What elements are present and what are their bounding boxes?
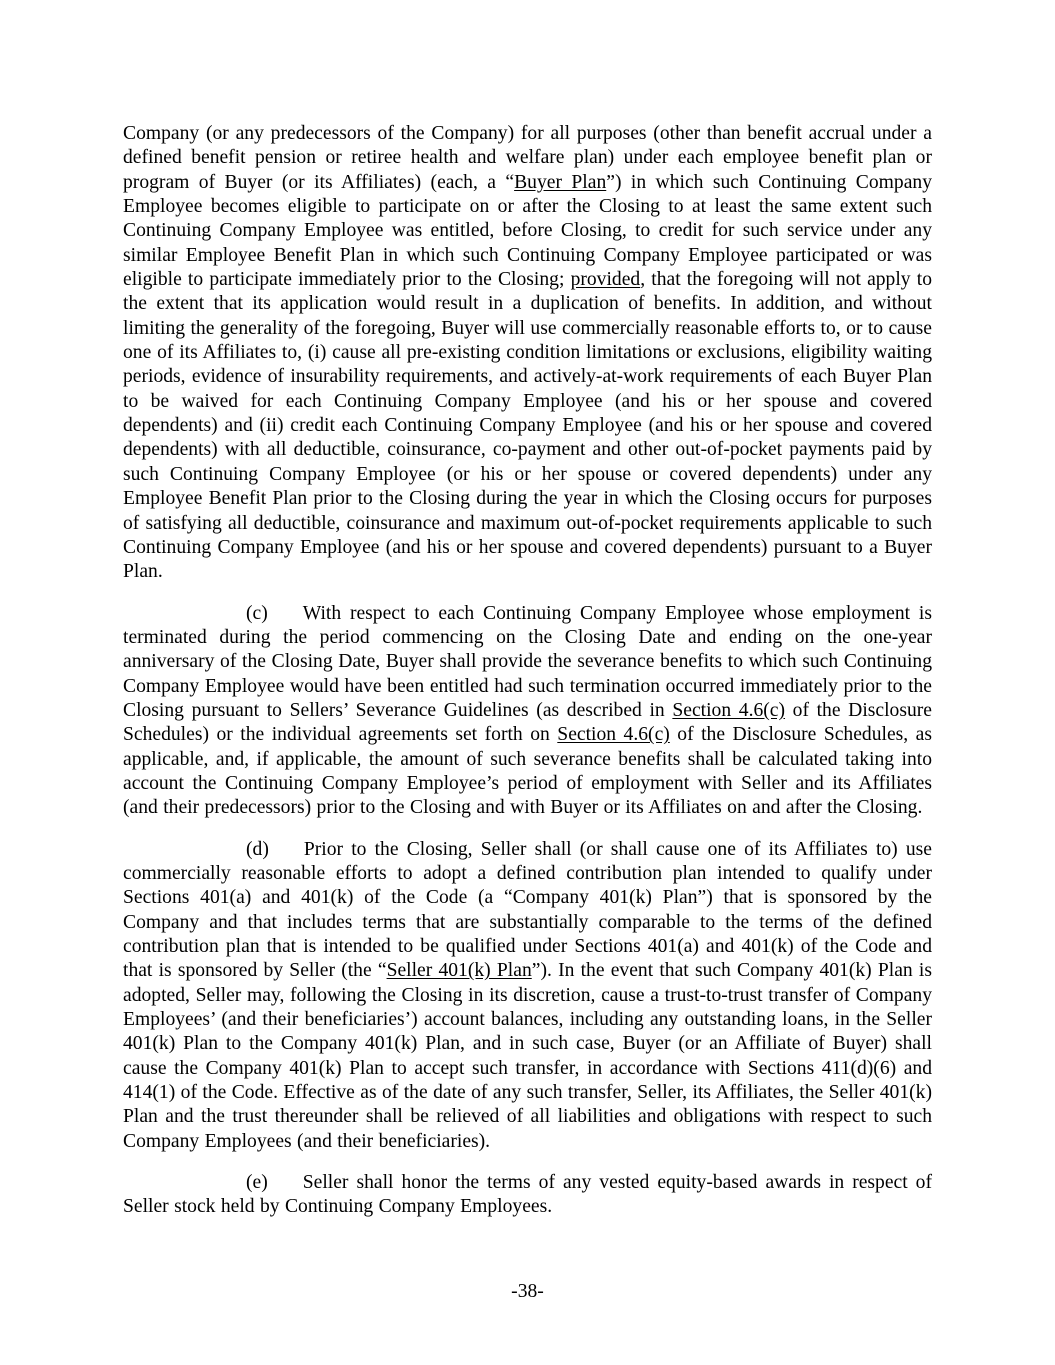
text-run: Company (or any predecessors of the Company) for all purposes (other than benefit accrual under a defined benefit pension or retiree health and welfare plan) under each employee benefit plan or program of Buyer (or its Affiliates) (each, a “	[123, 123, 932, 193]
paragraph-label: (c)	[246, 602, 268, 624]
text-run: Prior to the Closing, Seller shall (or shall cause one of its Affiliates to) use commercially reasonable efforts to adopt a defined contribution plan intended to qualify under Sections 401(a) and 401(k) of the Code (a “Company 401(k) Plan”) that is sponsored by the Company and that includes terms that are substantially comparable to the terms of the defined contribution plan that is intended to be qualified under Sections 401(a) and 401(k) of the Code and that is sponsored by Seller (the “	[123, 838, 932, 982]
cross-reference-section-4-6-c: Section 4.6(c)	[557, 724, 670, 746]
paragraph-e	[123, 1171, 932, 1220]
paragraph-d	[123, 838, 932, 1154]
text-run: of the Disclosure Schedules) or the individual agreements set forth on	[123, 699, 932, 746]
defined-term-buyer-plan: Buyer Plan	[514, 171, 607, 193]
cross-reference-section-4-6-c: Section 4.6(c)	[672, 699, 786, 721]
text-run: ”) in which such Continuing Company Employee becomes eligible to participate on or after the Closing to at least the same extent such Continuing Company Employee was entitled, before Closing, to credit for such service under any similar Employee Benefit Plan in which such Continuing Company Employee participated or was eligible to participate immediately prior to the Closing;	[123, 171, 932, 291]
paragraph-continuation	[123, 122, 932, 585]
text-run: ”). In the event that such Company 401(k) Plan is adopted, Seller may, following the Closing in its discretion, cause a trust-to-trust transfer of Company Employees’ (and their beneficiaries’) account balances, including any outstanding loans, in the Seller 401(k) Plan to the Company 401(k) Plan, and in such case, Buyer (or an Affiliate of Buyer) shall cause the Company 401(k) Plan to accept such transfer, in accordance with Sections 411(d)(6) and 414(1) of the Code. Effective as of the date of any such transfer, Seller, its Affiliates, the Seller 401(k) Plan and the trust thereunder shall be relieved of all liabilities and obligations with respect to such Company Employees (and their beneficiaries).	[123, 960, 932, 1152]
text-run: , that the foregoing will not apply to the extent that its application would result in a duplication of benefits. In addition, and without limiting the generality of the foregoing, Buyer will use commercially reasonable efforts to, or to cause one of its Affiliates to, (i) cause all pre-existing condition limitations or exclusions, eligibility waiting periods, evidence of insurability requirements, and actively-at-work requirements of each Buyer Plan to be waived for each Continuing Company Employee (and his or her spouse and covered dependents) and (ii) credit each Continuing Company Employee (and his or her spouse and covered dependents) with all deductible, coinsurance, co-payment and other out-of-pocket payments paid by such Continuing Company Employee (or his or her spouse or covered dependents) under any Employee Benefit Plan prior to the Closing during the year in which the Closing occurs for purposes of satisfying all deductible, coinsurance and maximum out-of-pocket requirements applicable to such Continuing Company Employee (and his or her spouse and covered dependents) pursuant to a Buyer Plan.	[123, 269, 932, 583]
document-body	[123, 122, 932, 1237]
paragraph-label: (d)	[246, 838, 269, 860]
text-run: of the Disclosure Schedules, as applicable, and, if applicable, the amount of such severance benefits shall be calculated taking into account the Continuing Company Employee’s period of employment with Seller and its Affiliates (and their predecessors) prior to the Closing and with Buyer or its Affiliates on and after the Closing.	[123, 724, 932, 819]
text-run: With respect to each Continuing Company Employee whose employment is terminated during the period commencing on the Closing Date and ending on the one-year anniversary of the Closing Date, Buyer shall provide the severance benefits to which such Continuing Company Employee would have been entitled had such termination occurred immediately prior to the Closing pursuant to Sellers’ Severance Guidelines (as described in	[123, 602, 932, 721]
paragraph-label: (e)	[246, 1172, 268, 1194]
paragraph-c	[123, 602, 932, 821]
text-run: Seller shall honor the terms of any vested equity-based awards in respect of Seller stock held by Continuing Company Employees.	[123, 1172, 932, 1218]
defined-term-seller-401k-plan: Seller 401(k) Plan	[386, 960, 532, 982]
page-number: -38-	[511, 1281, 544, 1302]
underlined-term-provided: provided	[570, 269, 641, 291]
